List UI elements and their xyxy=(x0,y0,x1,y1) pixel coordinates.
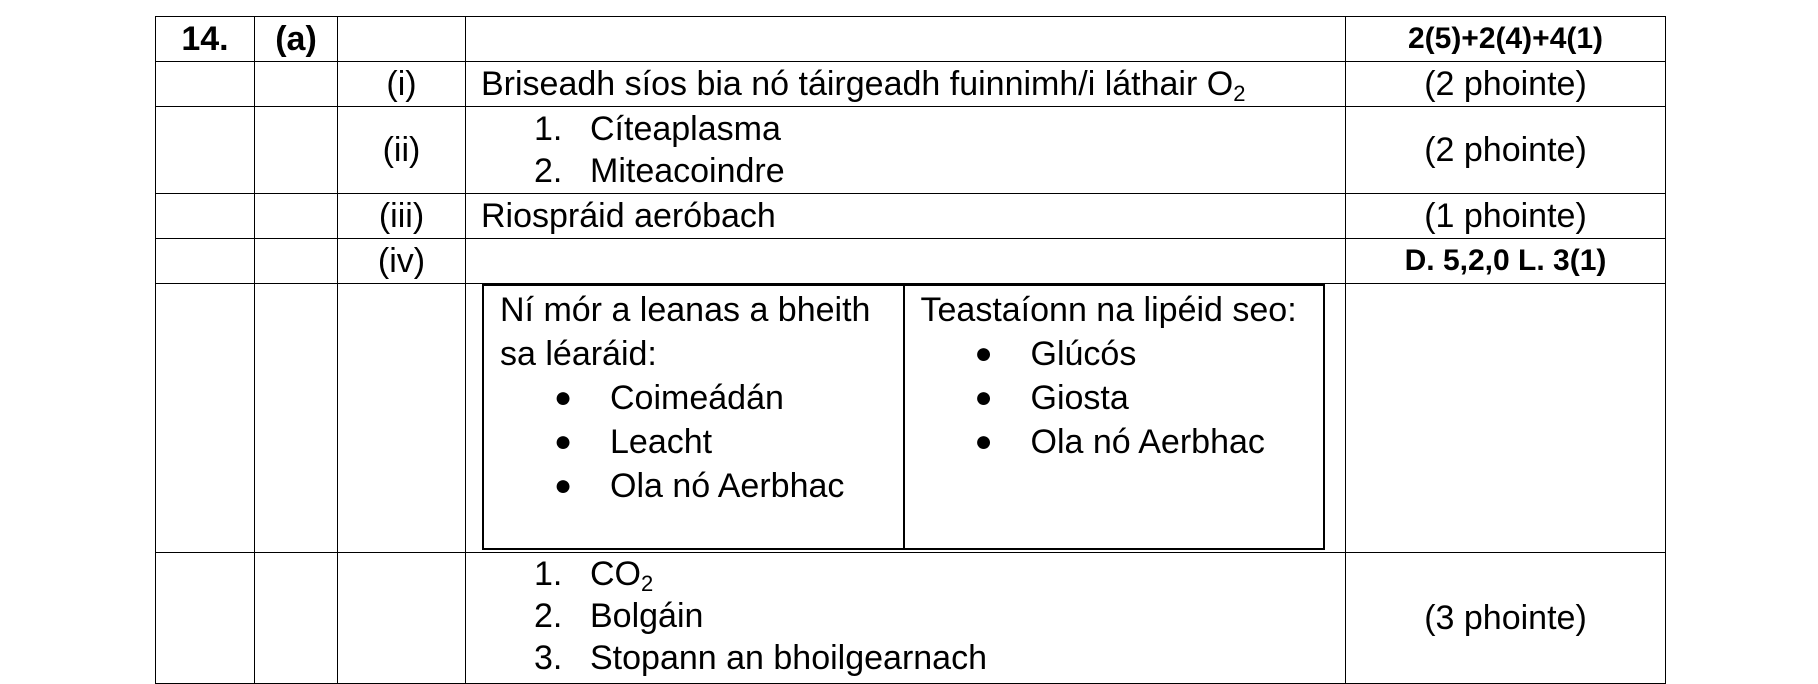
empty-cell xyxy=(156,62,255,107)
list-item: ● Glúcós xyxy=(974,335,1137,373)
table-row xyxy=(156,194,1666,239)
empty-cell xyxy=(156,107,255,194)
answer-cell xyxy=(466,107,1346,194)
answer-subscript: 2 xyxy=(1233,81,1246,106)
marking-scheme-table xyxy=(155,16,1666,684)
list-item: ● Leacht xyxy=(554,423,713,461)
mark-cell: (2 phointe) xyxy=(1346,107,1666,194)
numbered-list xyxy=(466,553,1345,679)
empty-cell xyxy=(338,284,466,553)
empty-cell xyxy=(466,17,1346,62)
row-label: (i) xyxy=(338,62,466,107)
table-row xyxy=(156,284,1666,553)
mark-cell: (1 phointe) xyxy=(1346,194,1666,239)
list-item: ● Giosta xyxy=(974,379,1129,417)
empty-cell xyxy=(156,194,255,239)
empty-cell xyxy=(255,62,338,107)
empty-cell xyxy=(255,239,338,284)
diagram-requirements-cell xyxy=(466,284,1346,553)
list-item: 1. $CO_2$ xyxy=(534,555,654,596)
diagram-requirements-box xyxy=(482,284,1325,550)
question-header-row xyxy=(156,17,1666,62)
empty-cell xyxy=(156,239,255,284)
mark-cell: D. 5,2,0 L. 3(1) xyxy=(1346,239,1666,284)
empty-cell xyxy=(255,284,338,553)
answer-cell xyxy=(466,62,1346,107)
empty-cell xyxy=(156,284,255,553)
bullet-list xyxy=(500,376,887,508)
answer-cell: Riospráid aeróbach xyxy=(466,194,1346,239)
list-subscript: 2 xyxy=(641,571,654,596)
row-label: (ii) xyxy=(338,107,466,194)
list-item: ● Ola nó Aerbhac xyxy=(554,467,845,505)
empty-cell xyxy=(338,17,466,62)
row-label: (iv) xyxy=(338,239,466,284)
list-item: ● Ola nó Aerbhac xyxy=(974,423,1265,461)
mark-cell: (3 phointe) xyxy=(1346,553,1666,684)
box-right xyxy=(904,285,1325,549)
table-row xyxy=(156,107,1666,194)
table-row xyxy=(156,62,1666,107)
question-number: 14. xyxy=(156,17,255,62)
table-row xyxy=(156,239,1666,284)
list-item: 1. Cíteaplasma xyxy=(534,110,781,148)
empty-cell xyxy=(255,107,338,194)
mark-cell: (2 phointe) xyxy=(1346,62,1666,107)
answer-text: Briseadh síos bia nó táirgeadh fuinnimh/i láthair O xyxy=(481,65,1234,103)
list-item: 2. Miteacoindre xyxy=(534,152,785,190)
list-item: ● Coimeádán xyxy=(554,379,784,417)
empty-cell xyxy=(466,239,1346,284)
bullet-list xyxy=(921,332,1308,464)
box-left-heading: Ní mór a leanas a bheith sa léaráid: xyxy=(500,291,871,373)
row-label: (iii) xyxy=(338,194,466,239)
empty-cell xyxy=(255,194,338,239)
empty-cell xyxy=(1346,284,1666,553)
box-right-heading: Teastaíonn na lipéid seo: xyxy=(920,291,1297,329)
box-left xyxy=(483,285,904,549)
question-part: (a) xyxy=(255,17,338,62)
list-item: 3. Stopann an bhoilgearnach xyxy=(534,639,987,677)
question-total-marks: 2(5)+2(4)+4(1) xyxy=(1346,17,1666,62)
list-item: 2. Bolgáin xyxy=(534,597,704,635)
numbered-list xyxy=(466,108,1345,192)
